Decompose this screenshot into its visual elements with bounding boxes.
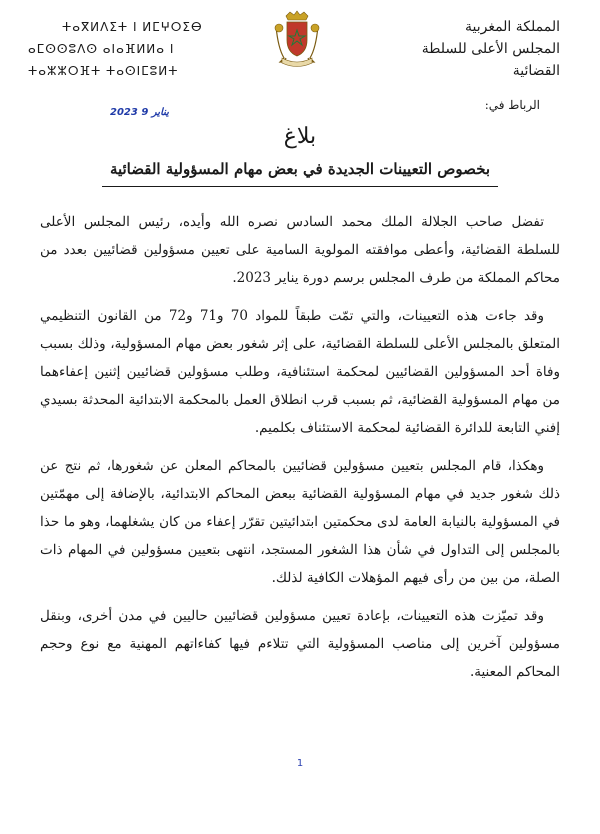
tifinagh-letterhead xyxy=(28,16,248,82)
announcement-title: بلاغ xyxy=(283,124,317,149)
announcement-subtitle: بخصوص التعيينات الجديدة في بعض مهام المسؤولية القضائية xyxy=(109,160,491,178)
paragraph-2: وقد جاءت هذه التعيينات، والتي تمّت طبقاً للمواد 70 و71 و72 من القانون التنظيمي المتعلق بالمجلس الأعلى للسلطة القضائية، على إثر شغور بعض مهام المسؤولية، وذلك بسبب وفاة أحد المسؤولين القضائيين لمحكمة استئنافية، وطلب مسؤولين قضائيين إثنين إعفاءهما من مهام المسؤولية القضائية، ثم بسبب قرب انطلاق العمل بالمحكمة الابتدائية المحدثة بسيدي إفني التابعة للدائرة القضائية لمحكمة الاستئناف بكلميم. xyxy=(40,308,560,436)
announcement-body xyxy=(40,208,560,696)
paragraph-3: وهكذا، قام المجلس بتعيين مسؤولين قضائيين بالمحاكم المعلن عن شغورها، ثم نتج عن ذلك شغور جديد في مهام المسؤولية القضائية ببعض المحاكم الابتدائية، بالإضافة إلى مهمّتين في المسؤولية بالنيابة العامة لدى محكمتين ابتدائيتين تقرّر إعفاء من كان يشغلهما، وهو ما حذا بالمجلس إلى التداول في شأن هذا الشغور المستجد، انتهى بتعيين مسؤولين في المهام ذات الصلة، من بين من رأى فيهم المؤهلات الكافية لذلك. xyxy=(40,458,560,586)
date-line xyxy=(485,98,540,112)
coat-of-arms-icon xyxy=(272,8,322,70)
page-number: 1 xyxy=(296,758,304,769)
date-stamp-text: 2023 يناير 9 xyxy=(110,107,169,118)
kingdom-name-tifinagh: ⵜⴰⴳⵍⴷⵉⵜ ⵏ ⵍⵎⵖⵔⵉⴱ xyxy=(62,20,203,34)
council-name-arabic: المجلس الأعلى للسلطة القضائية xyxy=(421,41,560,79)
kingdom-name-arabic: المملكة المغربية xyxy=(464,19,560,35)
subtitle-underline xyxy=(102,186,498,187)
arabic-letterhead xyxy=(380,16,560,82)
paragraph-1: تفضل صاحب الجلالة الملك محمد السادس نصره الله وأيده، رئيس المجلس الأعلى للسلطة القضائية، وأعطى موافقته المولوية السامية على تعيين مسؤولين قضائيين بعدد من محاكم المملكة من طرف المجلس برسم دورة يناير 2023. xyxy=(40,214,560,286)
date-stamp xyxy=(110,100,169,119)
council-name-tifinagh: ⴰⵎⵙⵙⵓⴷⵙ ⴰⵏⴰⴼⵍⵍⴰ ⵏ ⵜⴰⵣⵣⵔⴼⵜ ⵜⴰⵙⵏⵎⵓⵍⵜ xyxy=(28,42,179,78)
paragraph-4: وقد تميّزت هذه التعيينات، بإعادة تعيين مسؤولين قضائيين حاليين في مدن أخرى، وبنقل مسؤولين آخرين إلى مناصب المسؤولية التي تتلاءم فيها كفاءاتهم المهنية مع نوع وحجم المحاكم المعنية. xyxy=(40,608,560,680)
date-label: الرباط في: xyxy=(484,98,540,112)
